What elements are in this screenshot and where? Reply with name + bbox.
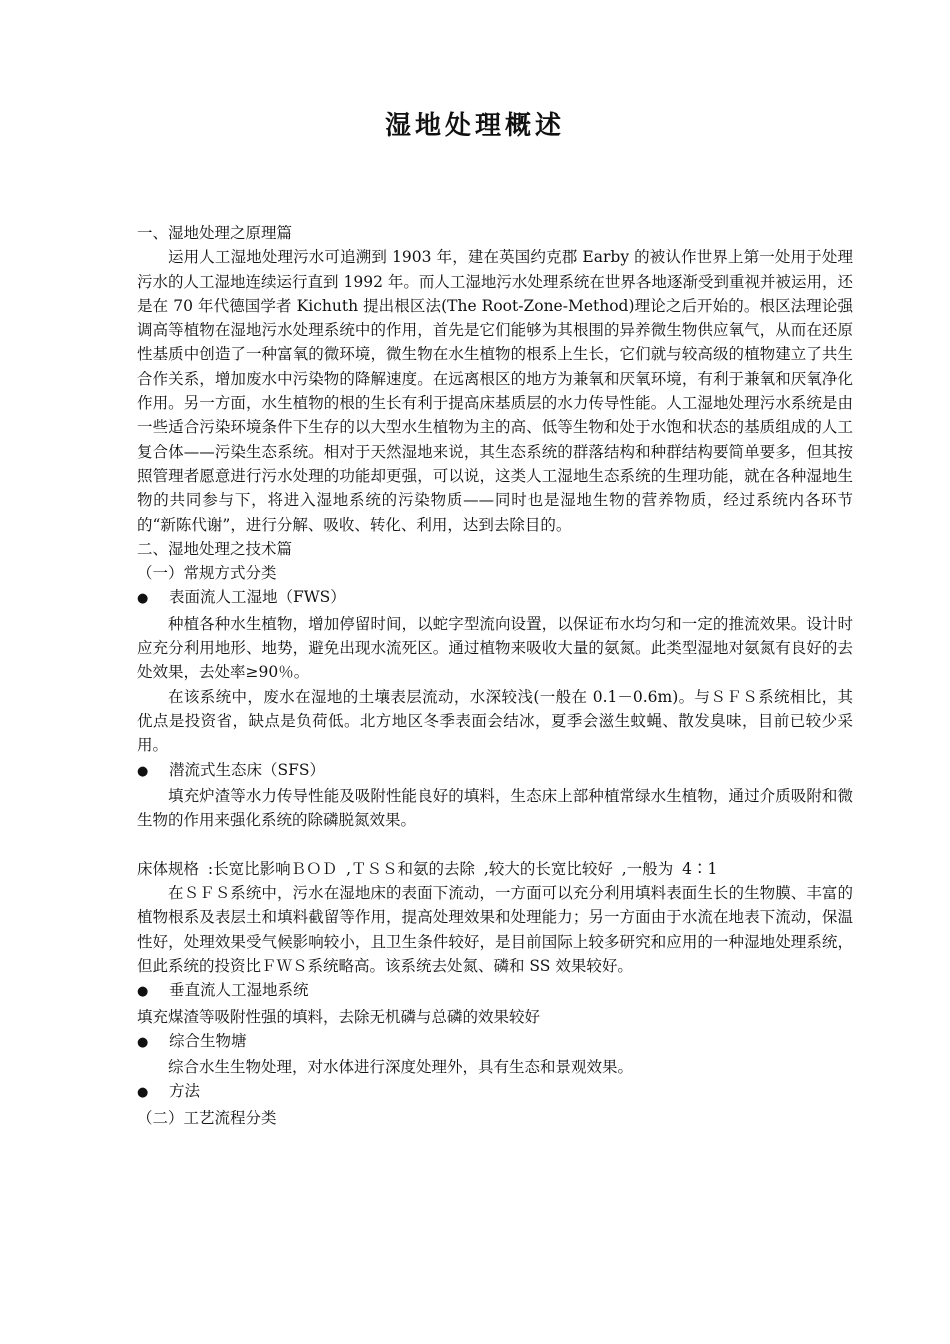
sfs-paragraph-1: 填充炉渣等水力传导性能及吸附性能良好的填料，生态床上部种植常绿水生植物，通过介质吸附和微生物的作用来强化系统的除磷脱氮效果。: [137, 786, 853, 830]
bullet-label-sfs: 潜流式生态床（SFS）: [169, 760, 325, 779]
bullet-vertical-flow: [137, 978, 853, 1004]
bullet-dot-icon: ●: [137, 591, 149, 607]
biological-pond-paragraph: 综合水生生物处理，对水体进行深度处理外，具有生态和景观效果。: [168, 1058, 634, 1077]
bullet-biological-pond: [137, 1029, 853, 1055]
subsection-heading-conventional: （一）常规方式分类: [137, 564, 277, 583]
principles-paragraph: 运用人工湿地处理污水可追溯到 1903 年，建在英国约克郡 Earby 的被认作世界上第一处用于处理污水的人工湿地连续运行直到 1992 年。而人工湿地污水处理系统在世界各地逐渐受到重视并被运用，还是在 70 年代德国学者 Kichuth 提出根区法(The Root-Zone-Method)理论之后开始的。根区法理论强调高等植物在湿地污水处理系统中的作用，首先是它们能够为其根围的异养微生物供应氧气，从而在还原性基质中创造了一种富氧的微环境，微生物在水生植物的根系上生长，它们就与较高级的植物建立了共生合作关系，增加废水中污染物的降解速度。在远离根区的地方为兼氧和厌氧环境，有利于兼氧和厌氧净化作用。另一方面，水生植物的根的生长有利于提高床基质层的水力传导性能。人工湿地处理污水系统是由一些适合污染环境条件下生存的以大型水生植物为主的高、低等生物和处于水饱和状态的基质组成的人工复合体——污染生态系统。相对于天然湿地来说，其生态系统的群落结构和种群结构要简单要多，但其按照管理者愿意进行污水处理的功能却更强，可以说，这类人工湿地生态系统的生理功能，就在各种湿地生物的共同参与下，将进入湿地系统的污染物质——同时也是湿地生物的营养物质，经过系统内各环节的“新陈代谢”，进行分解、吸收、转化、利用，达到去除目的。: [137, 248, 853, 534]
bullet-method: [137, 1079, 853, 1105]
sfs-bed-spec: 床体规格 :长宽比影响ＢＯＤ ,ＴＳＳ和氨的去除 ,较大的长宽比较好 ,一般为 4∶1: [137, 859, 718, 878]
bullet-dot-icon: ●: [137, 1034, 149, 1050]
bullet-label-vertical-flow: 垂直流人工湿地系统: [169, 981, 309, 1000]
bullet-sfs: [137, 758, 853, 784]
subsection-heading-process-flow: （二）工艺流程分类: [137, 1108, 277, 1127]
bullet-label-fws: 表面流人工湿地（FWS）: [169, 588, 346, 607]
section-heading-principles: 一、湿地处理之原理篇: [137, 224, 293, 242]
document-title: 湿地处理概述: [384, 111, 565, 141]
fws-paragraph-2: 在该系统中，废水在湿地的土壤表层流动，水深较浅(一般在 0.1－0.6m)。与ＳＦＳ系统相比，其优点是投资省，缺点是负荷低。北方地区冬季表面会结冰，夏季会滋生蚊蝇、散发臭味，目前已较少采用。: [137, 687, 853, 755]
bullet-label-biological-pond: 综合生物塘: [169, 1031, 247, 1050]
bullet-fws: [137, 585, 853, 611]
bullet-dot-icon: ●: [137, 984, 149, 1000]
sfs-paragraph-2: 在ＳＦＳ系统中，污水在湿地床的表面下流动，一方面可以充分利用填料表面生长的生物膜、丰富的植物根系及表层土和填料截留等作用，提高处理效果和处理能力；另一方面由于水流在地表下流动，保温性好，处理效果受气候影响较小，且卫生条件较好，是目前国际上较多研究和应用的一种湿地处理系统，但此系统的投资比ＦＷＳ系统略高。该系统去处氮、磷和 SS 效果较好。: [137, 884, 853, 975]
bullet-label-method: 方法: [169, 1082, 201, 1101]
blank-line: [137, 832, 853, 856]
bullet-dot-icon: ●: [137, 763, 149, 779]
bullet-dot-icon: ●: [137, 1085, 149, 1101]
section-heading-technology: 二、湿地处理之技术篇: [137, 539, 293, 558]
vertical-flow-paragraph: 填充煤渣等吸附性强的填料，去除无机磷与总磷的效果较好: [137, 1007, 541, 1026]
fws-paragraph-1: 种植各种水生植物，增加停留时间，以蛇字型流向设置，以保证布水均匀和一定的推流效果。设计时应充分利用地形、地势，避免出现水流死区。通过植物来吸收大量的氨氮。此类型湿地对氨氮有良好的去处效果，去处率≥90％。: [137, 614, 853, 682]
document-body: [137, 221, 853, 1130]
